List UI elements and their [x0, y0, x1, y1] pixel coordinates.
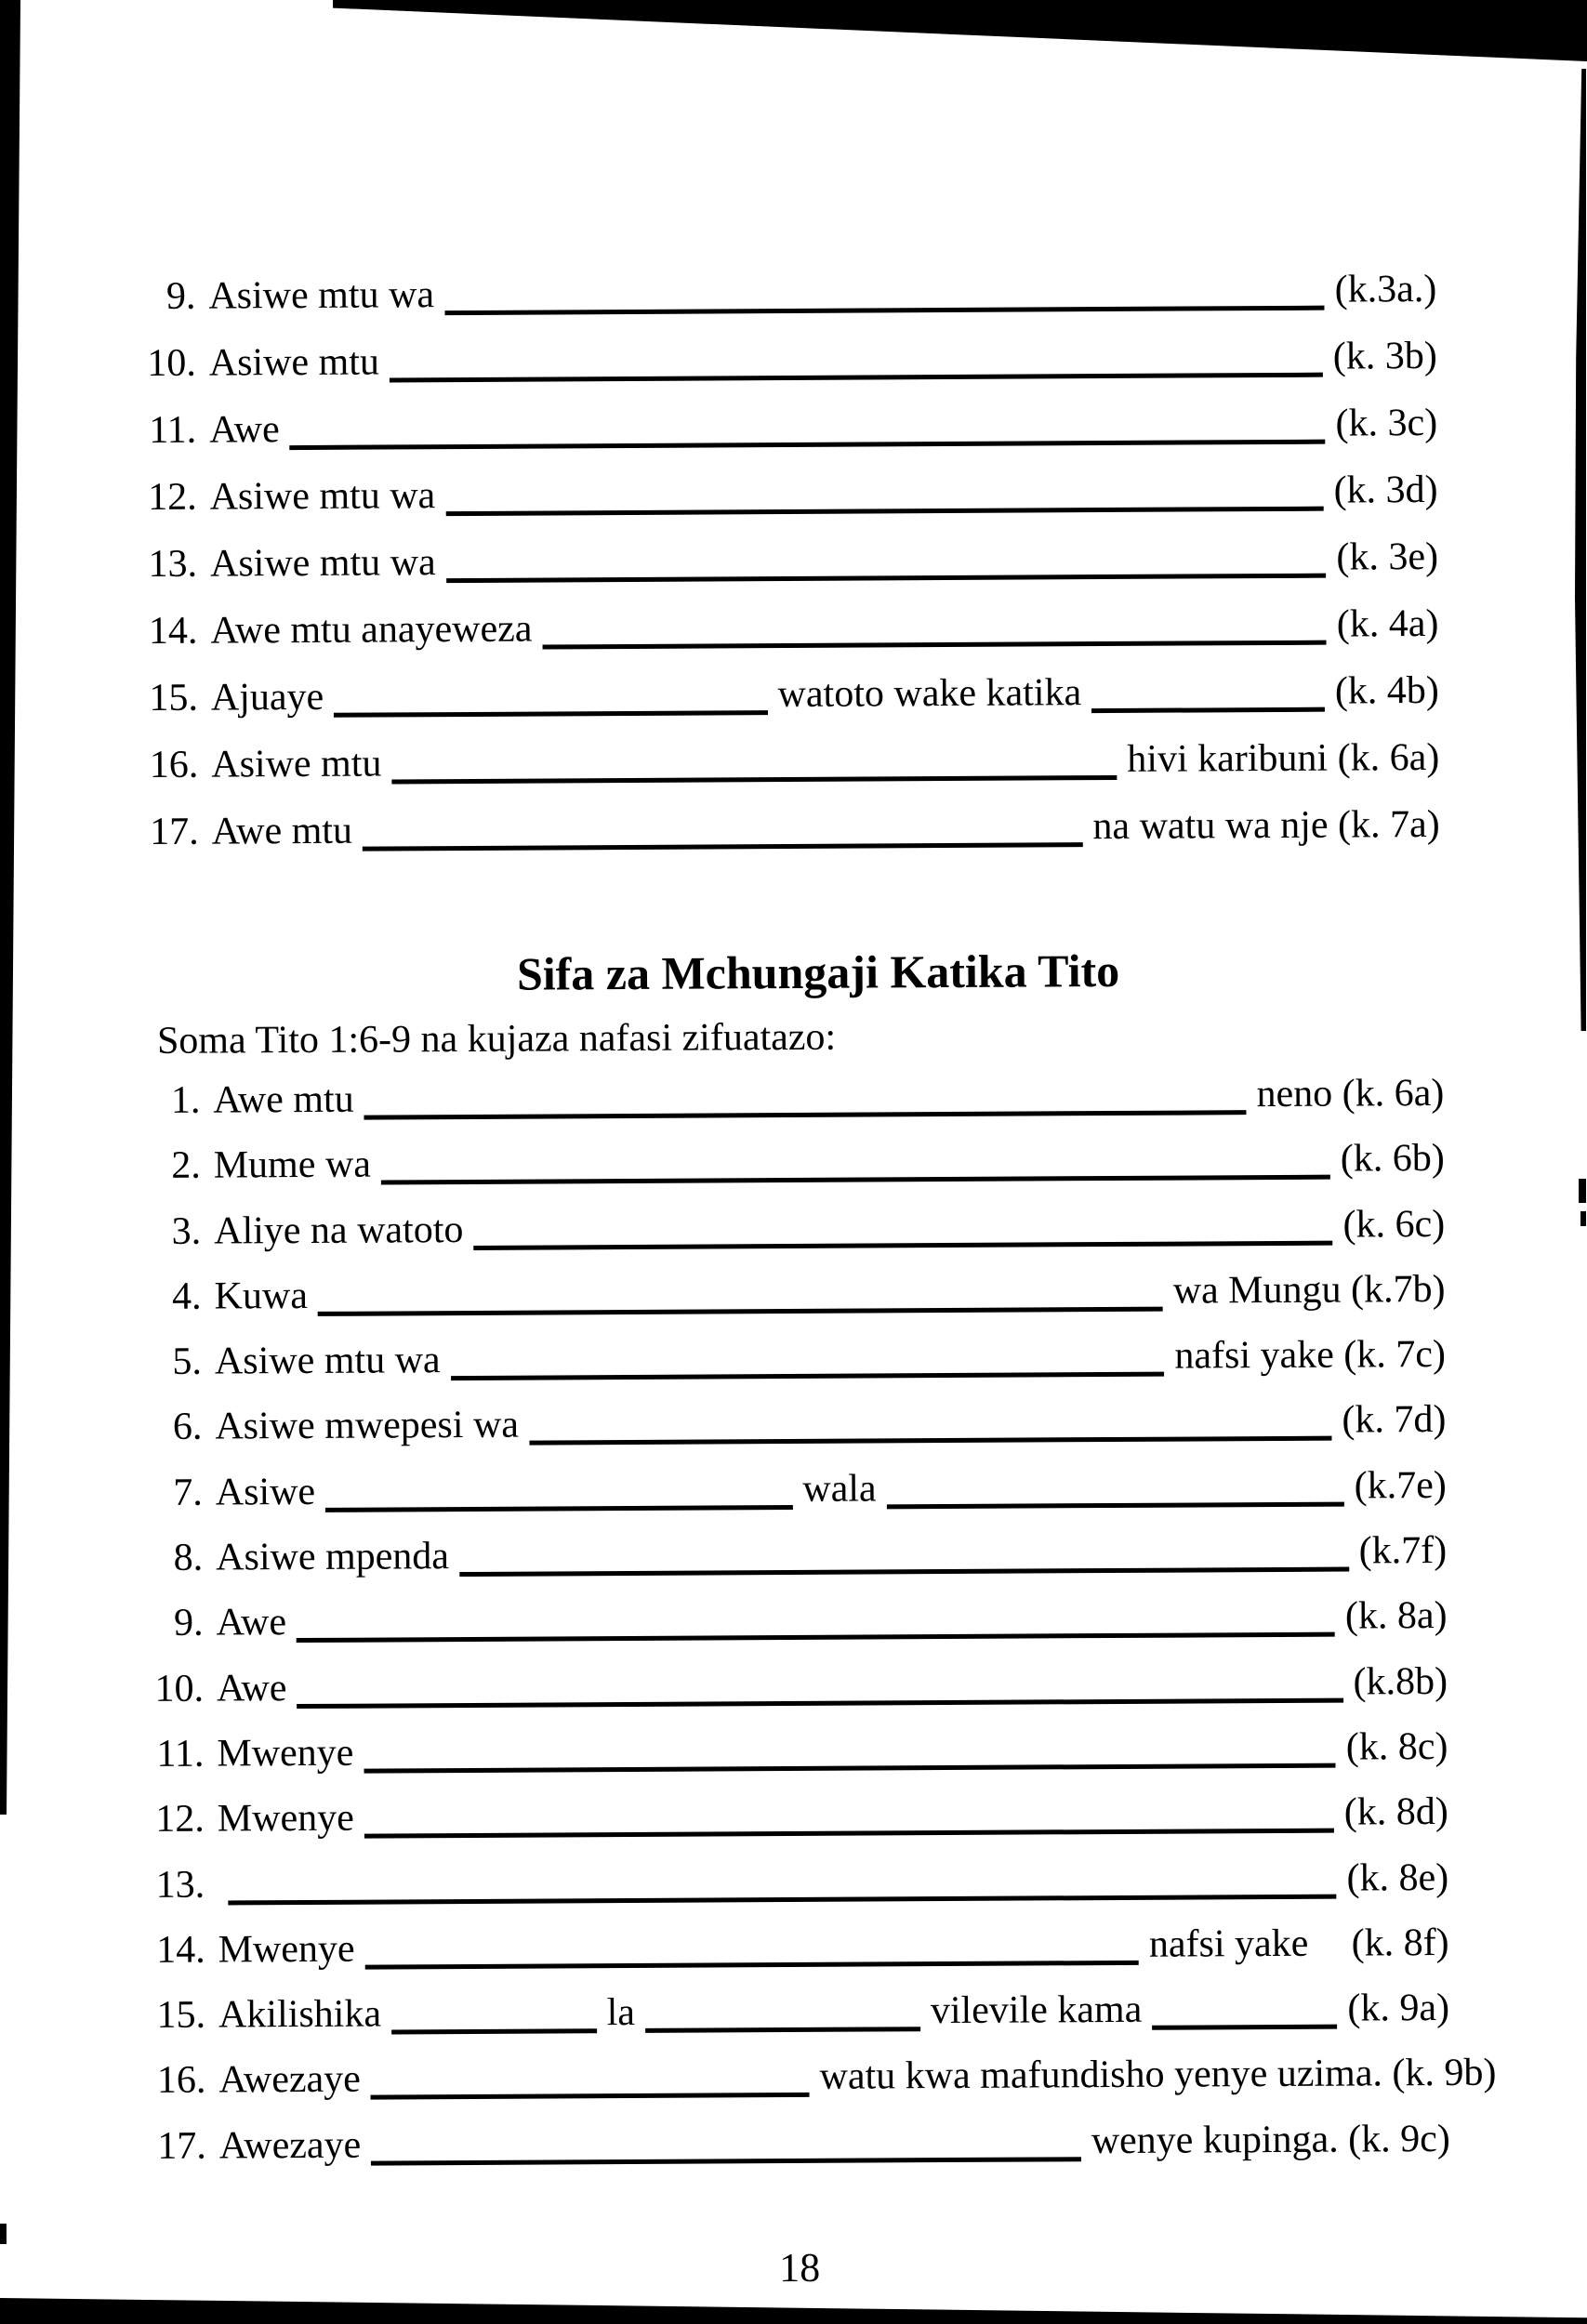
fill-in-blank-line [363, 842, 1083, 851]
scan-artifact-left-dash [0, 2224, 7, 2244]
item-number: 9. [165, 274, 196, 318]
verse-ref: (k. 9b) [1392, 2052, 1497, 2095]
fill-in-blank-line [474, 1240, 1333, 1249]
item-number: 10. [147, 341, 196, 385]
item-text: Asiwe mpenda [216, 1535, 450, 1579]
verse-ref: (k. 8c) [1345, 1724, 1448, 1769]
verse-ref: (k.3a.) [1334, 267, 1437, 311]
fill-in-blank-line [318, 1307, 1163, 1316]
item-text: neno [1256, 1072, 1342, 1116]
item-text: la [606, 1991, 636, 2035]
verse-ref: (k.7f) [1358, 1529, 1448, 1573]
fill-in-blank-line [1091, 707, 1325, 713]
item-text: Akilishika [218, 1992, 382, 2037]
worksheet-item [151, 2106, 1450, 2179]
item-number: 12. [155, 1797, 205, 1842]
item-text: Asiwe mtu wa [209, 474, 436, 519]
fill-in-blank-line [228, 1894, 1336, 1905]
verse-ref: (k. 3b) [1332, 334, 1437, 378]
worksheet-item [141, 523, 1438, 598]
item-number: 16. [149, 743, 199, 786]
worksheet-item [142, 724, 1439, 799]
item-text: Awe [216, 1666, 287, 1710]
item-text: Awe mtu anayeweza [210, 607, 533, 653]
item-text: watu kwa mafundisho yenye uzima. [819, 2052, 1393, 2099]
fill-in-blank-line [297, 1632, 1335, 1643]
fill-in-blank-line [451, 1372, 1165, 1380]
item-number: 12. [147, 475, 197, 519]
item-number: 2. [171, 1143, 201, 1188]
fill-in-blank-line [298, 1697, 1343, 1708]
fill-in-blank-line [1152, 2025, 1337, 2030]
fill-in-blank-line [325, 1505, 792, 1512]
worksheet-item [140, 323, 1437, 397]
worksheet-item [148, 1714, 1448, 1787]
item-number: 17. [157, 2124, 206, 2168]
worksheet-list-tito [144, 1061, 1497, 2179]
worksheet-item [140, 390, 1437, 464]
verse-ref: (k.8b) [1353, 1659, 1448, 1704]
scan-artifact-right-dash [1580, 1211, 1586, 1226]
item-text: Mwenye [217, 1731, 354, 1776]
fill-in-blank-line [392, 775, 1118, 784]
item-text: hivi karibuni [1127, 736, 1338, 781]
item-text: Asiwe mtu wa [209, 541, 436, 586]
item-number: 13. [148, 542, 198, 586]
item-number: 4. [171, 1274, 202, 1318]
fill-in-blank-line [529, 1436, 1331, 1446]
fill-in-blank-line [543, 640, 1327, 650]
fill-in-blank-line [391, 2028, 597, 2034]
verse-ref: (k. 3e) [1336, 535, 1439, 579]
item-text: Mwenye [218, 1927, 355, 1972]
item-number: 6. [172, 1406, 203, 1449]
item-number: 15. [156, 1993, 206, 2038]
item-text: Asiwe mwepesi wa [215, 1404, 520, 1449]
fill-in-blank-line [887, 1501, 1344, 1509]
worksheet-item [146, 1387, 1446, 1459]
item-number: 8. [173, 1536, 204, 1579]
page-content [139, 0, 1497, 2324]
item-text: Awezaye [218, 2058, 361, 2102]
worksheet-item [147, 1518, 1447, 1591]
item-number: 15. [149, 676, 199, 720]
item-number: 1. [170, 1078, 201, 1122]
item-text: Mwenye [217, 1796, 354, 1841]
item-text: nafsi yake [1148, 1921, 1309, 1966]
worksheet-item [146, 1322, 1446, 1394]
verse-ref: (k. 7a) [1337, 802, 1440, 847]
item-number: 3. [171, 1209, 202, 1253]
verse-ref: (k. 6b) [1340, 1137, 1445, 1181]
verse-ref: (k. 8d) [1343, 1790, 1448, 1834]
verse-ref: (k. 9c) [1348, 2117, 1450, 2161]
item-number: 9. [173, 1602, 204, 1645]
verse-ref: (k. 6a) [1342, 1071, 1445, 1116]
fill-in-blank-line [445, 507, 1323, 516]
item-text: Awezaye [218, 2123, 362, 2168]
fill-in-blank-line [371, 2093, 810, 2100]
worksheet-item [147, 1583, 1447, 1656]
worksheet-item [149, 1779, 1448, 1852]
item-number: 10. [154, 1667, 205, 1710]
fill-in-blank-line [381, 1175, 1330, 1185]
fill-in-blank-line [459, 1567, 1349, 1578]
item-text: Awe [209, 408, 280, 452]
section-instruction: Soma Tito 1:6-9 na kujaza nafasi zifuatazo: [156, 1015, 837, 1063]
verse-ref: (k. 3c) [1335, 401, 1438, 445]
verse-ref: (k. 9a) [1347, 1987, 1450, 2030]
worksheet-item [142, 657, 1439, 732]
worksheet-item [150, 1975, 1449, 2048]
item-text: na watu wa nje [1092, 803, 1339, 849]
item-number: 7. [173, 1471, 203, 1514]
fill-in-blank-line [365, 1961, 1139, 1970]
fill-in-blank-line [444, 306, 1325, 315]
item-text: Awe mtu [213, 1077, 354, 1122]
fill-in-blank-line [390, 373, 1323, 383]
fill-in-blank-line [364, 1829, 1334, 1839]
verse-ref: (k. 8e) [1346, 1855, 1449, 1900]
verse-ref: (k.7b) [1350, 1267, 1446, 1312]
fill-in-blank-line [364, 1763, 1335, 1774]
scan-artifact-left-edge [0, 0, 20, 1815]
worksheet-item [145, 1257, 1445, 1329]
item-text: Ajuaye [210, 675, 324, 720]
verse-ref: (k. 8f) [1351, 1921, 1449, 1965]
verse-ref: (k. 6c) [1342, 1202, 1446, 1247]
item-number: 11. [156, 1732, 205, 1776]
worksheet-item [147, 1453, 1447, 1525]
verse-ref: (k. 7c) [1343, 1333, 1447, 1377]
item-text: wenye kupinga. [1091, 2118, 1349, 2162]
worksheet-item [142, 791, 1439, 865]
worksheet-item [141, 590, 1438, 665]
verse-ref: (k.7e) [1354, 1463, 1447, 1508]
worksheet-item [145, 1126, 1445, 1198]
verse-ref: (k. 6a) [1337, 735, 1440, 780]
item-text: Awe [216, 1601, 287, 1644]
verse-ref: (k. 8a) [1344, 1594, 1448, 1638]
item-number: 11. [149, 408, 197, 452]
item-text: Asiwe mtu wa [208, 273, 435, 318]
item-text: Mume wa [213, 1142, 372, 1187]
scan-artifact-right-edge [1575, 69, 1586, 1031]
item-text: watoto wake katika [777, 671, 1082, 717]
worksheet-item [139, 256, 1436, 330]
scan-artifact-right-dash [1579, 1179, 1586, 1203]
item-text: wala [802, 1467, 877, 1511]
verse-ref: (k. 7d) [1342, 1398, 1447, 1443]
item-number: 17. [150, 810, 199, 853]
item-text: nafsi yake [1174, 1333, 1344, 1378]
worksheet-item [145, 1192, 1445, 1264]
item-text: Asiwe [215, 1470, 316, 1514]
worksheet-item [150, 2040, 1496, 2114]
item-text: Asiwe mtu [208, 340, 380, 385]
item-text: Awe mtu [211, 809, 353, 853]
item-number: 5. [172, 1340, 203, 1384]
item-number: 16. [156, 2059, 206, 2103]
item-text: Kuwa [214, 1274, 309, 1318]
worksheet-item [140, 456, 1437, 531]
worksheet-item [148, 1649, 1448, 1722]
verse-ref: (k. 3d) [1333, 468, 1438, 512]
item-text: Asiwe mtu wa [214, 1339, 441, 1383]
item-text: wa Mungu [1172, 1268, 1352, 1313]
item-number: 14. [155, 1928, 205, 1972]
fill-in-blank-line [446, 574, 1327, 583]
fill-in-blank-line [645, 2027, 920, 2033]
verse-ref: (k. 4a) [1336, 601, 1439, 646]
worksheet-item [144, 1061, 1444, 1133]
section-title: Sifa za Mchungaji Katika Tito [516, 944, 1120, 1000]
fill-in-blank-line [371, 2157, 1081, 2165]
fill-in-blank-line [364, 1110, 1247, 1119]
worksheet-list-top [139, 256, 1440, 865]
item-text: Aliye na watoto [214, 1208, 464, 1253]
item-text: Asiwe mtu [211, 742, 382, 786]
verse-ref: (k. 4b) [1334, 668, 1439, 713]
item-number: 14. [148, 609, 198, 653]
item-text: vilevile kama [930, 1987, 1143, 2033]
item-number: 13. [155, 1863, 205, 1907]
fill-in-blank-line [334, 710, 767, 718]
worksheet-item [149, 1910, 1448, 1983]
page-number: 18 [778, 2244, 821, 2291]
worksheet-item [149, 1844, 1448, 1917]
fill-in-blank-line [290, 440, 1326, 450]
